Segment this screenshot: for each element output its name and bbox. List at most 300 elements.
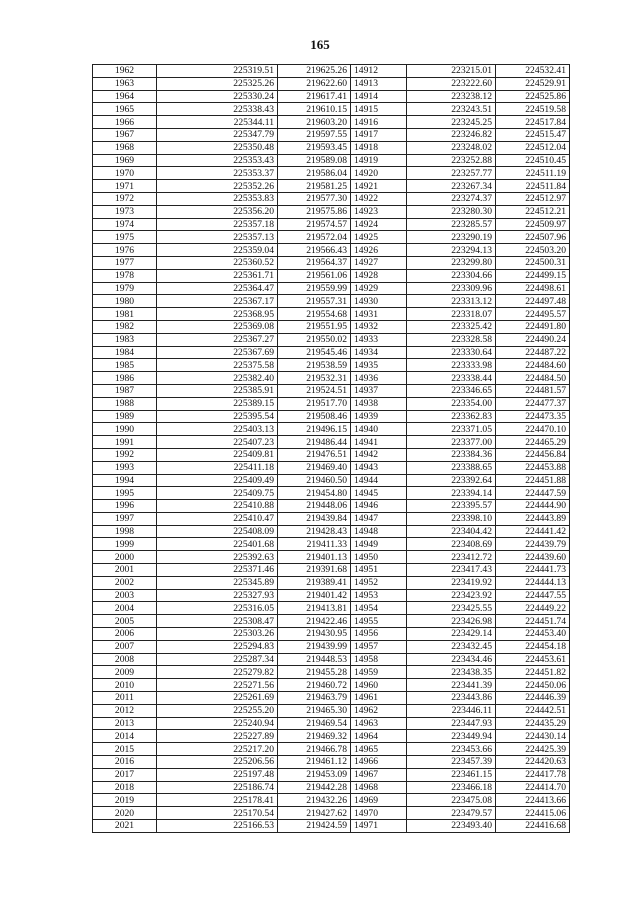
point-id-right: 14968 — [351, 781, 407, 794]
y-coordinate-left: 219463.79 — [278, 692, 351, 705]
point-id-left: 1972 — [93, 192, 157, 205]
table-row — [93, 538, 570, 551]
table-row — [93, 154, 570, 167]
x-coordinate-left: 225353.43 — [157, 154, 278, 167]
table-row — [93, 512, 570, 525]
x-coordinate-right: 223392.64 — [407, 474, 496, 487]
x-coordinate-right: 223222.60 — [407, 77, 496, 90]
point-id-right: 14938 — [351, 397, 407, 410]
x-coordinate-right: 223294.13 — [407, 244, 496, 257]
x-coordinate-right: 223248.02 — [407, 141, 496, 154]
point-id-right: 14927 — [351, 256, 407, 269]
x-coordinate-right: 223318.07 — [407, 308, 496, 321]
y-coordinate-right: 224503.20 — [496, 244, 570, 257]
point-id-left: 1998 — [93, 525, 157, 538]
point-id-left: 1963 — [93, 77, 157, 90]
y-coordinate-right: 224442.51 — [496, 704, 570, 717]
x-coordinate-right: 223338.44 — [407, 372, 496, 385]
x-coordinate-right: 223246.82 — [407, 128, 496, 141]
point-id-right: 14923 — [351, 205, 407, 218]
x-coordinate-right: 223394.14 — [407, 487, 496, 500]
point-id-left: 1966 — [93, 116, 157, 129]
y-coordinate-left: 219577.30 — [278, 192, 351, 205]
x-coordinate-left: 225360.52 — [157, 256, 278, 269]
y-coordinate-left: 219557.31 — [278, 295, 351, 308]
x-coordinate-left: 225338.43 — [157, 103, 278, 116]
x-coordinate-right: 223432.45 — [407, 640, 496, 653]
y-coordinate-left: 219603.20 — [278, 116, 351, 129]
y-coordinate-right: 224444.13 — [496, 576, 570, 589]
table-row — [93, 487, 570, 500]
y-coordinate-right: 224439.79 — [496, 538, 570, 551]
point-id-right: 14966 — [351, 756, 407, 769]
y-coordinate-left: 219496.15 — [278, 423, 351, 436]
x-coordinate-left: 225410.88 — [157, 500, 278, 513]
point-id-right: 14948 — [351, 525, 407, 538]
x-coordinate-right: 223447.93 — [407, 717, 496, 730]
point-id-left: 1988 — [93, 397, 157, 410]
table-row — [93, 320, 570, 333]
y-coordinate-left: 219586.04 — [278, 167, 351, 180]
table-row — [93, 231, 570, 244]
y-coordinate-right: 224515.47 — [496, 128, 570, 141]
point-id-right: 14960 — [351, 679, 407, 692]
point-id-right: 14967 — [351, 768, 407, 781]
point-id-right: 14939 — [351, 410, 407, 423]
table-row — [93, 244, 570, 257]
y-coordinate-left: 219572.04 — [278, 231, 351, 244]
table-row — [93, 141, 570, 154]
y-coordinate-left: 219391.68 — [278, 564, 351, 577]
point-id-left: 2020 — [93, 807, 157, 820]
y-coordinate-right: 224449.22 — [496, 602, 570, 615]
table-row — [93, 474, 570, 487]
y-coordinate-right: 224507.96 — [496, 231, 570, 244]
y-coordinate-left: 219545.46 — [278, 346, 351, 359]
y-coordinate-right: 224495.57 — [496, 308, 570, 321]
table-row — [93, 781, 570, 794]
point-id-right: 14965 — [351, 743, 407, 756]
x-coordinate-right: 223425.55 — [407, 602, 496, 615]
x-coordinate-right: 223417.43 — [407, 564, 496, 577]
table-row — [93, 256, 570, 269]
point-id-right: 14962 — [351, 704, 407, 717]
point-id-left: 1964 — [93, 90, 157, 103]
table-row — [93, 640, 570, 653]
y-coordinate-left: 219538.59 — [278, 359, 351, 372]
x-coordinate-right: 223267.34 — [407, 180, 496, 193]
x-coordinate-right: 223215.01 — [407, 65, 496, 78]
y-coordinate-left: 219453.09 — [278, 768, 351, 781]
table-row — [93, 90, 570, 103]
x-coordinate-right: 223285.57 — [407, 218, 496, 231]
x-coordinate-right: 223493.40 — [407, 820, 496, 833]
y-coordinate-right: 224441.73 — [496, 564, 570, 577]
point-id-right: 14934 — [351, 346, 407, 359]
table-row — [93, 269, 570, 282]
point-id-right: 14954 — [351, 602, 407, 615]
table-row — [93, 448, 570, 461]
point-id-right: 14958 — [351, 653, 407, 666]
point-id-left: 1970 — [93, 167, 157, 180]
table-row — [93, 461, 570, 474]
y-coordinate-right: 224454.18 — [496, 640, 570, 653]
x-coordinate-left: 225353.37 — [157, 167, 278, 180]
point-id-left: 1984 — [93, 346, 157, 359]
y-coordinate-left: 219589.08 — [278, 154, 351, 167]
point-id-right: 14916 — [351, 116, 407, 129]
point-id-right: 14952 — [351, 576, 407, 589]
y-coordinate-right: 224491.80 — [496, 320, 570, 333]
table-row — [93, 192, 570, 205]
point-id-left: 1992 — [93, 448, 157, 461]
x-coordinate-right: 223384.36 — [407, 448, 496, 461]
y-coordinate-left: 219401.42 — [278, 589, 351, 602]
point-id-left: 2018 — [93, 781, 157, 794]
x-coordinate-left: 225371.46 — [157, 564, 278, 577]
point-id-left: 2008 — [93, 653, 157, 666]
table-row — [93, 525, 570, 538]
y-coordinate-left: 219532.31 — [278, 372, 351, 385]
table-row — [93, 346, 570, 359]
point-id-left: 1962 — [93, 65, 157, 78]
y-coordinate-right: 224481.57 — [496, 384, 570, 397]
x-coordinate-right: 223238.12 — [407, 90, 496, 103]
x-coordinate-left: 225170.54 — [157, 807, 278, 820]
y-coordinate-right: 224509.97 — [496, 218, 570, 231]
x-coordinate-left: 225352.26 — [157, 180, 278, 193]
x-coordinate-right: 223441.39 — [407, 679, 496, 692]
table-row — [93, 308, 570, 321]
x-coordinate-left: 225409.49 — [157, 474, 278, 487]
x-coordinate-right: 223423.92 — [407, 589, 496, 602]
y-coordinate-left: 219401.13 — [278, 551, 351, 564]
point-id-left: 1980 — [93, 295, 157, 308]
point-id-right: 14937 — [351, 384, 407, 397]
table-row — [93, 666, 570, 679]
point-id-left: 1994 — [93, 474, 157, 487]
x-coordinate-right: 223398.10 — [407, 512, 496, 525]
point-id-left: 2001 — [93, 564, 157, 577]
x-coordinate-left: 225261.69 — [157, 692, 278, 705]
y-coordinate-left: 219389.41 — [278, 576, 351, 589]
table-row — [93, 103, 570, 116]
x-coordinate-right: 223274.37 — [407, 192, 496, 205]
point-id-right: 14924 — [351, 218, 407, 231]
point-id-left: 2007 — [93, 640, 157, 653]
point-id-right: 14951 — [351, 564, 407, 577]
y-coordinate-left: 219581.25 — [278, 180, 351, 193]
x-coordinate-left: 225367.17 — [157, 295, 278, 308]
table-row — [93, 77, 570, 90]
point-id-left: 1993 — [93, 461, 157, 474]
y-coordinate-right: 224447.59 — [496, 487, 570, 500]
y-coordinate-left: 219559.99 — [278, 282, 351, 295]
y-coordinate-left: 219617.41 — [278, 90, 351, 103]
y-coordinate-right: 224529.91 — [496, 77, 570, 90]
point-id-left: 1995 — [93, 487, 157, 500]
x-coordinate-left: 225240.94 — [157, 717, 278, 730]
x-coordinate-left: 225271.56 — [157, 679, 278, 692]
point-id-right: 14950 — [351, 551, 407, 564]
x-coordinate-left: 225197.48 — [157, 768, 278, 781]
x-coordinate-left: 225359.04 — [157, 244, 278, 257]
y-coordinate-right: 224439.60 — [496, 551, 570, 564]
x-coordinate-right: 223330.64 — [407, 346, 496, 359]
y-coordinate-left: 219465.30 — [278, 704, 351, 717]
x-coordinate-right: 223404.42 — [407, 525, 496, 538]
point-id-right: 14959 — [351, 666, 407, 679]
x-coordinate-right: 223299.80 — [407, 256, 496, 269]
x-coordinate-right: 223377.00 — [407, 436, 496, 449]
point-id-left: 1990 — [93, 423, 157, 436]
x-coordinate-right: 223434.46 — [407, 653, 496, 666]
x-coordinate-left: 225356.20 — [157, 205, 278, 218]
x-coordinate-right: 223290.19 — [407, 231, 496, 244]
point-id-left: 1978 — [93, 269, 157, 282]
y-coordinate-right: 224451.74 — [496, 615, 570, 628]
y-coordinate-left: 219561.06 — [278, 269, 351, 282]
y-coordinate-left: 219551.95 — [278, 320, 351, 333]
point-id-left: 2014 — [93, 730, 157, 743]
y-coordinate-right: 224441.42 — [496, 525, 570, 538]
x-coordinate-right: 223257.77 — [407, 167, 496, 180]
y-coordinate-right: 224443.89 — [496, 512, 570, 525]
point-id-left: 1979 — [93, 282, 157, 295]
table-row — [93, 282, 570, 295]
x-coordinate-right: 223429.14 — [407, 628, 496, 641]
y-coordinate-left: 219566.43 — [278, 244, 351, 257]
x-coordinate-left: 225369.08 — [157, 320, 278, 333]
x-coordinate-right: 223412.72 — [407, 551, 496, 564]
y-coordinate-left: 219461.12 — [278, 756, 351, 769]
point-id-right: 14929 — [351, 282, 407, 295]
x-coordinate-left: 225361.71 — [157, 269, 278, 282]
table-row — [93, 436, 570, 449]
y-coordinate-right: 224525.86 — [496, 90, 570, 103]
y-coordinate-left: 219469.40 — [278, 461, 351, 474]
y-coordinate-right: 224484.60 — [496, 359, 570, 372]
x-coordinate-right: 223426.98 — [407, 615, 496, 628]
point-id-left: 2009 — [93, 666, 157, 679]
x-coordinate-left: 225392.63 — [157, 551, 278, 564]
point-id-right: 14969 — [351, 794, 407, 807]
table-row — [93, 589, 570, 602]
y-coordinate-right: 224517.84 — [496, 116, 570, 129]
y-coordinate-right: 224447.55 — [496, 589, 570, 602]
point-id-right: 14971 — [351, 820, 407, 833]
x-coordinate-left: 225279.82 — [157, 666, 278, 679]
y-coordinate-right: 224451.82 — [496, 666, 570, 679]
y-coordinate-left: 219476.51 — [278, 448, 351, 461]
y-coordinate-right: 224519.58 — [496, 103, 570, 116]
y-coordinate-right: 224425.39 — [496, 743, 570, 756]
point-id-left: 2015 — [93, 743, 157, 756]
y-coordinate-left: 219593.45 — [278, 141, 351, 154]
table-row — [93, 794, 570, 807]
x-coordinate-right: 223304.66 — [407, 269, 496, 282]
x-coordinate-right: 223461.15 — [407, 768, 496, 781]
x-coordinate-right: 223457.39 — [407, 756, 496, 769]
point-id-left: 1986 — [93, 372, 157, 385]
y-coordinate-right: 224511.19 — [496, 167, 570, 180]
point-id-left: 1973 — [93, 205, 157, 218]
x-coordinate-left: 225364.47 — [157, 282, 278, 295]
table-row — [93, 692, 570, 705]
x-coordinate-left: 225395.54 — [157, 410, 278, 423]
point-id-right: 14930 — [351, 295, 407, 308]
x-coordinate-left: 225382.40 — [157, 372, 278, 385]
y-coordinate-left: 219424.59 — [278, 820, 351, 833]
y-coordinate-left: 219508.46 — [278, 410, 351, 423]
point-id-left: 2000 — [93, 551, 157, 564]
x-coordinate-left: 225403.13 — [157, 423, 278, 436]
y-coordinate-left: 219625.26 — [278, 65, 351, 78]
point-id-right: 14914 — [351, 90, 407, 103]
y-coordinate-right: 224450.06 — [496, 679, 570, 692]
x-coordinate-right: 223475.08 — [407, 794, 496, 807]
point-id-left: 1982 — [93, 320, 157, 333]
x-coordinate-right: 223333.98 — [407, 359, 496, 372]
table-row — [93, 704, 570, 717]
x-coordinate-right: 223449.94 — [407, 730, 496, 743]
x-coordinate-left: 225217.20 — [157, 743, 278, 756]
x-coordinate-right: 223309.96 — [407, 282, 496, 295]
x-coordinate-right: 223252.88 — [407, 154, 496, 167]
coordinates-table — [92, 64, 570, 833]
y-coordinate-left: 219575.86 — [278, 205, 351, 218]
x-coordinate-left: 225303.26 — [157, 628, 278, 641]
point-id-left: 1997 — [93, 512, 157, 525]
point-id-right: 14949 — [351, 538, 407, 551]
y-coordinate-left: 219574.57 — [278, 218, 351, 231]
point-id-left: 1999 — [93, 538, 157, 551]
table-row — [93, 116, 570, 129]
x-coordinate-right: 223419.92 — [407, 576, 496, 589]
x-coordinate-left: 225368.95 — [157, 308, 278, 321]
point-id-right: 14921 — [351, 180, 407, 193]
y-coordinate-right: 224415.06 — [496, 807, 570, 820]
point-id-left: 1991 — [93, 436, 157, 449]
x-coordinate-left: 225353.83 — [157, 192, 278, 205]
x-coordinate-left: 225287.34 — [157, 653, 278, 666]
x-coordinate-left: 225319.51 — [157, 65, 278, 78]
point-id-right: 14963 — [351, 717, 407, 730]
x-coordinate-left: 225294.83 — [157, 640, 278, 653]
point-id-right: 14955 — [351, 615, 407, 628]
point-id-left: 2013 — [93, 717, 157, 730]
x-coordinate-left: 225409.75 — [157, 487, 278, 500]
table-row — [93, 602, 570, 615]
y-coordinate-left: 219413.81 — [278, 602, 351, 615]
x-coordinate-left: 225347.79 — [157, 128, 278, 141]
point-id-right: 14922 — [351, 192, 407, 205]
point-id-left: 1985 — [93, 359, 157, 372]
table-row — [93, 333, 570, 346]
x-coordinate-left: 225367.27 — [157, 333, 278, 346]
y-coordinate-right: 224484.50 — [496, 372, 570, 385]
y-coordinate-left: 219432.26 — [278, 794, 351, 807]
point-id-left: 2004 — [93, 602, 157, 615]
point-id-left: 1987 — [93, 384, 157, 397]
table-row — [93, 218, 570, 231]
table-row — [93, 295, 570, 308]
y-coordinate-right: 224435.29 — [496, 717, 570, 730]
y-coordinate-right: 224453.40 — [496, 628, 570, 641]
table-row — [93, 743, 570, 756]
y-coordinate-right: 224444.90 — [496, 500, 570, 513]
point-id-left: 2017 — [93, 768, 157, 781]
point-id-right: 14925 — [351, 231, 407, 244]
x-coordinate-left: 225389.15 — [157, 397, 278, 410]
point-id-left: 1976 — [93, 244, 157, 257]
table-row — [93, 167, 570, 180]
x-coordinate-left: 225255.20 — [157, 704, 278, 717]
y-coordinate-left: 219517.70 — [278, 397, 351, 410]
y-coordinate-left: 219554.68 — [278, 308, 351, 321]
x-coordinate-left: 225186.74 — [157, 781, 278, 794]
y-coordinate-right: 224497.48 — [496, 295, 570, 308]
y-coordinate-left: 219486.44 — [278, 436, 351, 449]
point-id-right: 14942 — [351, 448, 407, 461]
y-coordinate-left: 219466.78 — [278, 743, 351, 756]
y-coordinate-left: 219442.28 — [278, 781, 351, 794]
table-row — [93, 807, 570, 820]
y-coordinate-right: 224430.14 — [496, 730, 570, 743]
y-coordinate-left: 219422.46 — [278, 615, 351, 628]
point-id-left: 1969 — [93, 154, 157, 167]
table-row — [93, 628, 570, 641]
y-coordinate-left: 219469.32 — [278, 730, 351, 743]
point-id-left: 2011 — [93, 692, 157, 705]
x-coordinate-left: 225411.18 — [157, 461, 278, 474]
x-coordinate-right: 223325.42 — [407, 320, 496, 333]
point-id-right: 14928 — [351, 269, 407, 282]
point-id-left: 2005 — [93, 615, 157, 628]
table-row — [93, 820, 570, 833]
x-coordinate-left: 225166.53 — [157, 820, 278, 833]
y-coordinate-right: 224420.63 — [496, 756, 570, 769]
y-coordinate-right: 224417.78 — [496, 768, 570, 781]
x-coordinate-right: 223388.65 — [407, 461, 496, 474]
y-coordinate-left: 219427.62 — [278, 807, 351, 820]
point-id-right: 14946 — [351, 500, 407, 513]
point-id-right: 14932 — [351, 320, 407, 333]
x-coordinate-right: 223395.57 — [407, 500, 496, 513]
point-id-right: 14943 — [351, 461, 407, 474]
point-id-right: 14956 — [351, 628, 407, 641]
point-id-right: 14961 — [351, 692, 407, 705]
x-coordinate-left: 225308.47 — [157, 615, 278, 628]
y-coordinate-right: 224453.88 — [496, 461, 570, 474]
table-row — [93, 679, 570, 692]
point-id-right: 14915 — [351, 103, 407, 116]
x-coordinate-right: 223243.51 — [407, 103, 496, 116]
x-coordinate-left: 225357.13 — [157, 231, 278, 244]
x-coordinate-left: 225316.05 — [157, 602, 278, 615]
point-id-left: 2010 — [93, 679, 157, 692]
y-coordinate-right: 224498.61 — [496, 282, 570, 295]
x-coordinate-right: 223466.18 — [407, 781, 496, 794]
y-coordinate-right: 224446.39 — [496, 692, 570, 705]
x-coordinate-left: 225410.47 — [157, 512, 278, 525]
point-id-right: 14953 — [351, 589, 407, 602]
y-coordinate-left: 219564.37 — [278, 256, 351, 269]
table-row — [93, 564, 570, 577]
point-id-right: 14935 — [351, 359, 407, 372]
table-row — [93, 551, 570, 564]
point-id-left: 2003 — [93, 589, 157, 602]
